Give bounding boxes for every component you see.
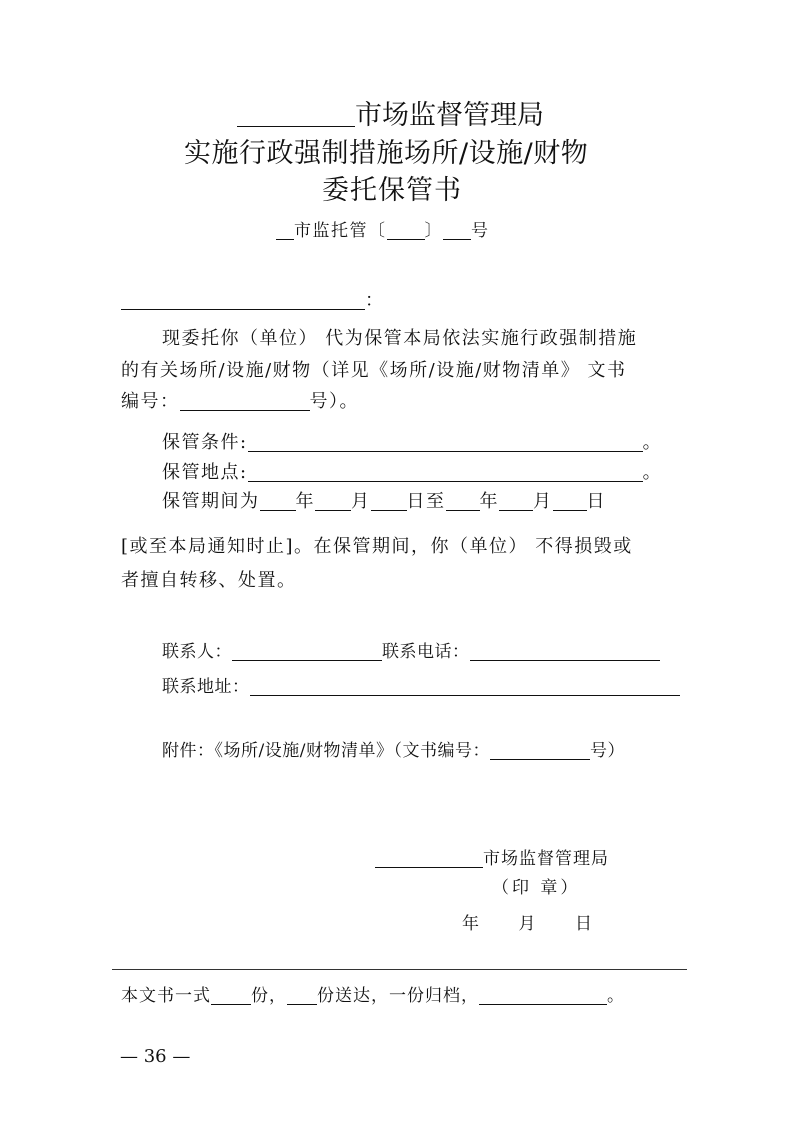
para2-line2: 者擅自转移、处置。 bbox=[121, 570, 297, 591]
attachment-suffix: 号） bbox=[589, 741, 625, 761]
document-number bbox=[276, 216, 490, 241]
signature-agency-line bbox=[375, 844, 609, 869]
addressee-colon: ： bbox=[365, 290, 385, 311]
doc-no-suffix: 号 bbox=[471, 221, 490, 241]
location-label: 保管地点: bbox=[162, 462, 248, 483]
doc-number-label: 编号： bbox=[121, 391, 180, 412]
doc-no-serial-blank[interactable] bbox=[443, 221, 471, 240]
end-year-blank[interactable] bbox=[446, 492, 480, 511]
condition-end: 。 bbox=[642, 432, 663, 453]
copies-end: 。 bbox=[607, 986, 625, 1006]
contact-person-label: 联系人： bbox=[162, 642, 232, 662]
signature-date bbox=[462, 909, 594, 934]
title-agency-suffix: 市场监督管理局 bbox=[355, 100, 544, 131]
copies-served-blank[interactable] bbox=[287, 986, 317, 1005]
start-month-blank[interactable] bbox=[315, 492, 351, 511]
contact-person-blank[interactable] bbox=[232, 642, 382, 661]
addressee-line bbox=[121, 286, 385, 312]
contact-line bbox=[162, 637, 660, 662]
location-blank[interactable] bbox=[248, 463, 643, 482]
copies-mid2: 份送达，一份归档， bbox=[317, 986, 479, 1006]
end-month-blank[interactable] bbox=[499, 492, 533, 511]
start-month-label: 月 bbox=[351, 491, 371, 512]
footer-divider bbox=[112, 969, 687, 970]
address-line bbox=[162, 672, 680, 697]
end-day-label: 日 bbox=[586, 491, 606, 512]
end-month-label: 月 bbox=[533, 491, 553, 512]
end-year-label: 年 bbox=[479, 491, 499, 512]
doc-no-middle: 市监托管〔 bbox=[294, 221, 387, 241]
contact-address-label: 联系地址： bbox=[162, 677, 250, 697]
agency-name-blank[interactable] bbox=[237, 102, 355, 127]
doc-no-bracket-close: 〕 bbox=[424, 221, 443, 241]
condition-line bbox=[162, 428, 662, 454]
condition-blank[interactable] bbox=[248, 433, 643, 452]
para1-line3 bbox=[121, 387, 359, 413]
copies-total-blank[interactable] bbox=[211, 986, 251, 1005]
doc-number-suffix: 号）。 bbox=[309, 391, 359, 412]
contact-phone-label: 联系电话： bbox=[382, 642, 470, 662]
start-day-to-label: 日至 bbox=[406, 491, 446, 512]
signature-month: 月 bbox=[518, 914, 537, 934]
end-day-blank[interactable] bbox=[553, 492, 587, 511]
doc-no-prefix-blank[interactable] bbox=[276, 221, 294, 240]
start-day-blank[interactable] bbox=[371, 492, 407, 511]
copies-line bbox=[121, 981, 625, 1006]
para1-line2: 的有关场所/设施/财物（详见《场所/设施/财物清单》 文书 bbox=[121, 360, 627, 381]
location-end: 。 bbox=[642, 462, 663, 483]
para2-line1: [或至本局通知时止]。在保管期间，你（单位） 不得损毁或 bbox=[121, 536, 633, 557]
title-line-2: 实施行政强制措施场所/设施/财物 bbox=[184, 138, 589, 169]
start-year-blank[interactable] bbox=[260, 492, 296, 511]
signature-year: 年 bbox=[462, 914, 481, 934]
contact-phone-blank[interactable] bbox=[470, 642, 660, 661]
seal-label: （印 章） bbox=[492, 878, 581, 898]
page-number: — 36 — bbox=[120, 1046, 191, 1067]
attachment-prefix: 附件：《场所/设施/财物清单》（文书编号： bbox=[162, 741, 490, 761]
contact-address-blank[interactable] bbox=[250, 677, 680, 696]
title-line-3: 委托保管书 bbox=[322, 175, 462, 206]
signature-day: 日 bbox=[575, 914, 594, 934]
copies-prefix: 本文书一式 bbox=[121, 986, 211, 1006]
signature-agency-blank[interactable] bbox=[375, 849, 483, 868]
addressee-blank[interactable] bbox=[121, 291, 365, 310]
attachment-doc-number-blank[interactable] bbox=[490, 741, 590, 760]
para1-line1: 现委托你（单位） 代为保管本局依法实施行政强制措施 bbox=[162, 328, 638, 349]
period-prefix: 保管期间为 bbox=[162, 491, 260, 512]
title-line-1 bbox=[237, 98, 544, 134]
period-line bbox=[162, 487, 606, 513]
copies-other-blank[interactable] bbox=[479, 986, 607, 1005]
copies-mid1: 份， bbox=[251, 986, 287, 1006]
condition-label: 保管条件: bbox=[162, 432, 248, 453]
doc-no-year-blank[interactable] bbox=[387, 221, 425, 240]
location-line bbox=[162, 458, 662, 484]
signature-agency-suffix: 市场监督管理局 bbox=[483, 849, 609, 869]
start-year-label: 年 bbox=[295, 491, 315, 512]
list-doc-number-blank[interactable] bbox=[180, 392, 310, 411]
attachment-line bbox=[162, 736, 625, 761]
